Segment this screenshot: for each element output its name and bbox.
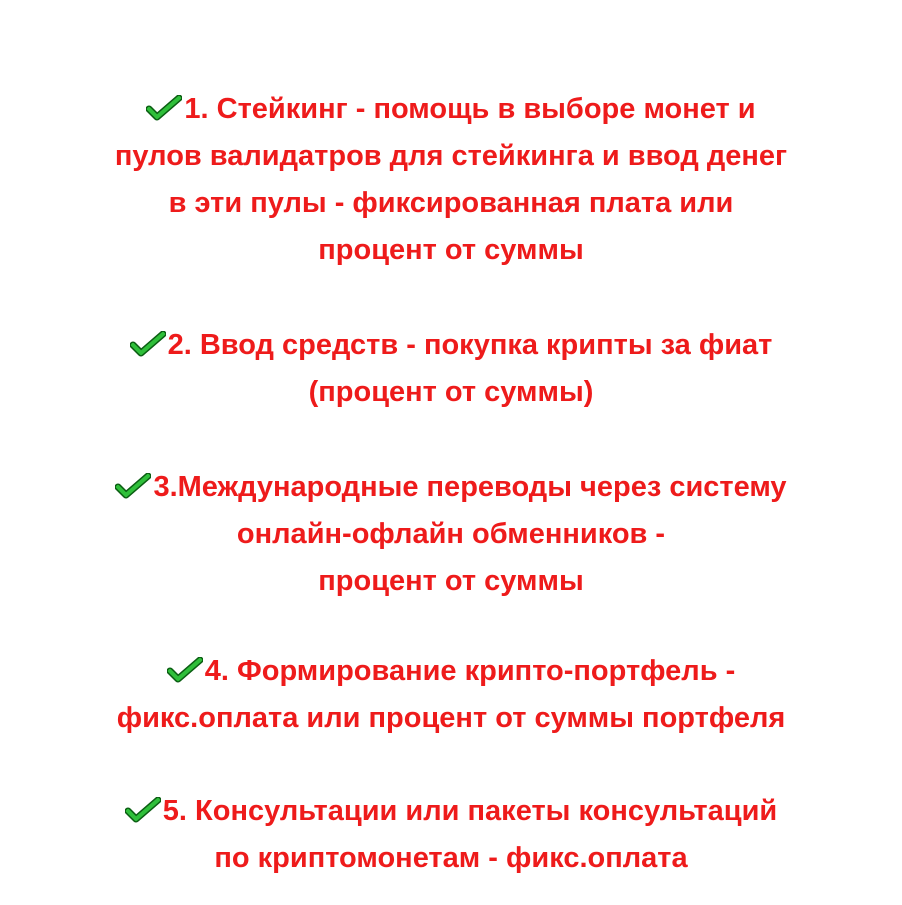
item-line: онлайн-офлайн обменников -	[236, 518, 666, 550]
checkmark-icon	[130, 331, 166, 357]
item-line: (процент от суммы)	[308, 376, 594, 408]
item-line: в эти пулы - фиксированная плата или	[168, 187, 734, 219]
list-item	[0, 86, 902, 274]
checkmark-icon	[167, 657, 203, 683]
item-line: процент от суммы	[318, 234, 584, 266]
item-line: фикс.оплата или процент от суммы портфеля	[116, 702, 786, 734]
item-line	[0, 788, 902, 835]
item-line-text: 5. Консультации или пакеты консультаций	[162, 795, 778, 827]
checkmark-icon	[115, 473, 151, 499]
checkmark-icon	[146, 95, 182, 121]
list-item	[0, 648, 902, 742]
item-line-text: 3.Международные переводы через систему	[153, 471, 787, 503]
item-line	[0, 464, 902, 511]
item-line-text: 4. Формирование крипто-портфель -	[204, 655, 736, 687]
list-item	[0, 788, 902, 882]
item-line-text: 2. Ввод средств - покупка крипты за фиат	[167, 329, 773, 361]
item-line-text: 1. Стейкинг - помощь в выборе монет и	[184, 93, 756, 125]
item-line: процент от суммы	[318, 565, 584, 597]
item-line: пулов валидатров для стейкинга и ввод денег	[114, 140, 788, 172]
checkmark-icon	[125, 797, 161, 823]
item-line	[0, 648, 902, 695]
item-line: по криптомонетам - фикс.оплата	[214, 842, 688, 874]
list-item	[0, 464, 902, 605]
item-line	[0, 322, 902, 369]
list-item	[0, 322, 902, 416]
item-line	[0, 86, 902, 133]
